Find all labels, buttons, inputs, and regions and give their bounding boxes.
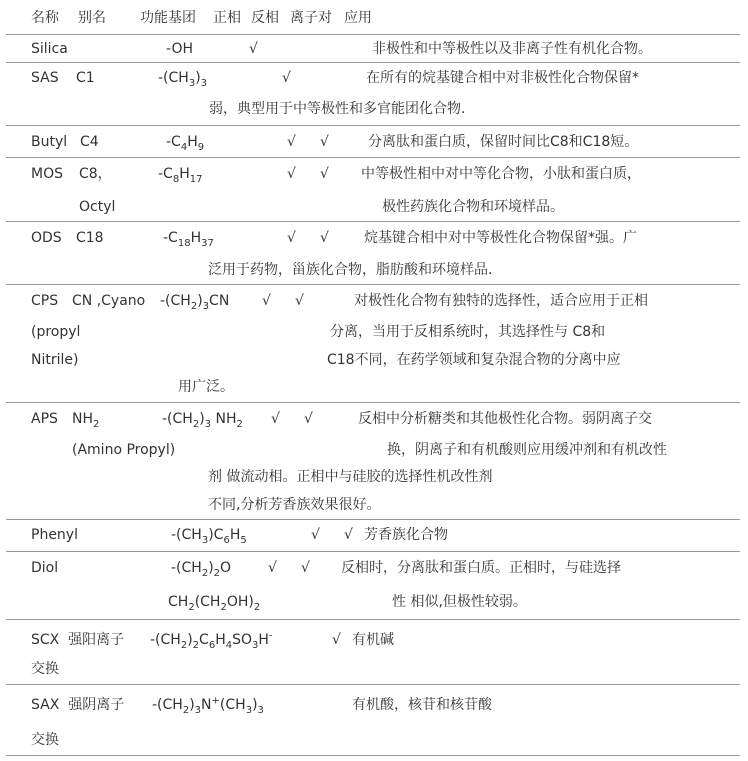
row-name-line2: 交换: [31, 661, 59, 677]
row-group: $-(CH_2)_2O$: [171, 560, 232, 579]
row-group: $-C_{18}H_{37}$: [163, 230, 214, 249]
check-reverse: √: [287, 230, 296, 246]
row-name: APS: [31, 411, 58, 427]
row-name-line2: 交换: [31, 732, 59, 748]
row-application-line1: 对极性化合物有独特的选择性，适合应用于正相: [354, 293, 648, 309]
check-ion-pair: √: [344, 527, 353, 543]
check-normal: √: [271, 411, 280, 427]
table-row-sax: [6, 684, 740, 756]
row-name: SCX 强阳离子: [31, 632, 125, 648]
row-application-line2: 性 相似,但极性较弱。: [392, 594, 527, 610]
table-row-cps: [6, 284, 740, 402]
row-application-line2: 极性药族化合物和环境样品。: [382, 199, 564, 215]
row-group: $-(CH_3)C_6H_5$: [171, 527, 247, 546]
check-normal: √: [262, 293, 271, 309]
row-application-line3: 剂 做流动相。正相中与硅胶的选择性机改性剂: [208, 469, 493, 485]
row-name: Silica: [31, 41, 68, 57]
row-alias: C18: [76, 230, 104, 246]
row-application-line1: 反相时，分离肽和蛋白质。正相时，与硅选择: [341, 560, 621, 576]
table-row-butyl: [6, 125, 740, 157]
check-reverse: √: [311, 527, 320, 543]
row-application-line2: 弱，典型用于中等极性和多官能团化合物.: [209, 101, 466, 117]
header-alias: 别名: [78, 10, 106, 26]
row-alias: C4: [80, 134, 99, 150]
row-name: ODS: [31, 230, 62, 246]
check-reverse: √: [287, 166, 296, 182]
header-ion-pair: 离子对: [290, 10, 332, 26]
table-row-mos: [6, 157, 740, 221]
row-application-line4: 不同,分析芳香族效果很好。: [208, 497, 381, 513]
header-group: 功能基团: [140, 10, 196, 26]
table-row-phenyl: [6, 519, 740, 551]
row-application: 有机酸，核苷和核苷酸: [352, 697, 492, 713]
check-ion-pair: √: [332, 632, 341, 648]
check-ion-pair: √: [320, 230, 329, 246]
row-group: $-(CH_2)_3CN$: [160, 293, 230, 312]
row-name: SAX 强阴离子: [31, 697, 125, 713]
row-application-line3: C18不同，在药学领域和复杂混合物的分离中应: [327, 352, 621, 368]
check-reverse: √: [304, 411, 313, 427]
check-ion-pair: √: [320, 134, 329, 150]
row-application-line1: 烷基键合相中对中等极性化合物保留*强。广: [364, 230, 637, 246]
row-group: $-(CH_2)_2C_6H_4SO_3H^-$: [150, 630, 273, 651]
row-group-line2: $CH_2(CH_2OH)_2$: [168, 594, 261, 613]
row-group: $-C_4H_9$: [166, 134, 205, 153]
header-reverse: 反相: [251, 10, 279, 26]
row-name: Diol: [31, 560, 59, 576]
check-reverse: √: [295, 293, 304, 309]
row-alias: C1: [76, 70, 95, 86]
header-name: 名称: [31, 10, 59, 26]
row-alias-line2: (Amino Propyl): [72, 442, 176, 458]
check-normal: √: [249, 41, 258, 57]
row-group: $-(CH_2)_3N^+(CH_3)_3$: [152, 695, 264, 716]
table-header: [0, 0, 748, 32]
row-application-line2: 换，阴离子和有机酸则应用缓冲剂和有机改性: [387, 442, 667, 458]
row-name: SAS: [31, 70, 59, 86]
row-alias-line2: Octyl: [79, 199, 116, 215]
table-row-sas: [6, 62, 740, 125]
row-application-line2: 泛用于药物，甾族化合物，脂肪酸和环境样品.: [208, 262, 493, 278]
row-group: $-(CH_3)_3$: [158, 70, 208, 89]
table-row-silica: [6, 34, 740, 62]
row-name: Butyl: [31, 134, 68, 150]
row-alias: CN ,Cyano: [72, 293, 146, 309]
check-reverse: √: [287, 134, 296, 150]
row-name-line2: (propyl: [31, 324, 81, 340]
row-group: -OH: [166, 41, 193, 57]
row-alias: C8，: [79, 166, 112, 182]
check-ion-pair: √: [320, 166, 329, 182]
header-normal: 正相: [213, 10, 241, 26]
check-normal: √: [268, 560, 277, 576]
row-application-line2: 分离，当用于反相系统时，其选择性与 C8和: [330, 324, 606, 340]
table-row-diol: [6, 551, 740, 619]
row-name: MOS: [31, 166, 63, 182]
header-application: 应用: [344, 10, 372, 26]
row-alias: $NH_2$: [72, 411, 100, 430]
row-application-line1: 在所有的烷基键合相中对非极性化合物保留*: [366, 70, 639, 86]
table-row-aps: [6, 402, 740, 519]
table-row-scx: [6, 619, 740, 684]
row-name: Phenyl: [31, 527, 78, 543]
row-application-line1: 中等极性相中对中等化合物，小肽和蛋白质，: [361, 166, 641, 182]
check-reverse: √: [301, 560, 310, 576]
check-reverse: √: [282, 70, 291, 86]
row-application-line4: 用广泛。: [178, 379, 234, 395]
row-application: 非极性和中等极性以及非离子性有机化合物。: [372, 41, 652, 57]
row-group: $-(CH_2)_3$ $NH_2$: [162, 411, 243, 430]
row-application-line1: 反相中分析糖类和其他极性化合物。弱阴离子交: [358, 411, 652, 427]
row-name: CPS: [31, 293, 59, 309]
table-row-ods: [6, 221, 740, 284]
row-application: 芳香族化合物: [364, 527, 448, 543]
row-application: 有机碱: [352, 632, 394, 648]
row-name-line3: Nitrile): [31, 352, 79, 368]
row-application: 分离肽和蛋白质，保留时间比C8和C18短。: [368, 134, 639, 150]
row-group: $-C_8H_{17}$: [158, 166, 203, 185]
